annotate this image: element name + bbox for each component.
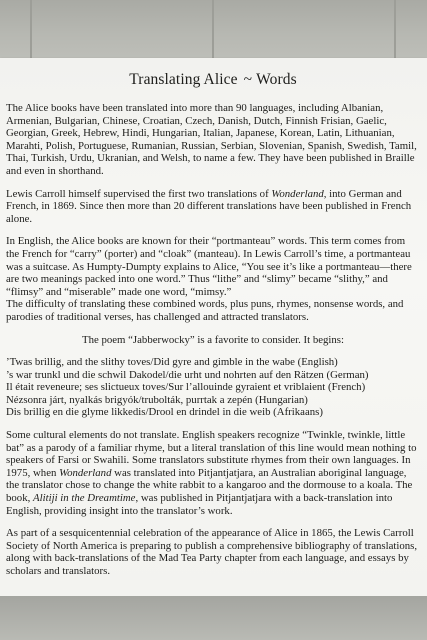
p3-text: In English, the Alice books are known for their “portmanteau” words. This term comes from the French for “carry” (porter) and “cloak” (manteau). In Lewis Carroll’s time, a portmanteau was a suitcase. As Humpty-Dumpty explains to Alice, “You see it’s like a portmanteau—there are two meanings packed into one word.” Thus “lithe” and “slimy” became “slithy,” and “flimsy” and “miserable” made one word, “mimsy.” [6, 235, 412, 298]
p2-text-end: , into German and French, in 1869. Since then more than 20 different translations have been published in French alone. [6, 187, 412, 225]
paragraph-jabberwocky-intro: The poem “Jabberwocky” is a favorite to consider. It begins: [81, 333, 345, 346]
paragraph-languages: The Alice books have been translated into more than 90 languages, including Albanian, Armenian, Bulgarian, Chinese, Croatian, Czech, Danish, Dutch, Finnish Frisian, Gaelic, Georgian, Greek, Hebrew, Hindi, Hungarian, Italian, Japanese, Korean, Latin, Lithuanian, Marahti, Polish, Portuguese, Rumanian, Russian, Serbian, Slovenian, Spanish, Swedish, Tamil, Thai, Turkish, Urdu, Ukranian, and Welsh, to name a few. They have been published in Braille and even in shorthand. [6, 102, 417, 177]
exhibit-placard [0, 58, 427, 596]
p5-book-title-alitiji: Alitiji in the Dreamtime [33, 492, 136, 505]
p5-text-b: was translated into Pitjantjatjara, an Australian aboriginal language, the translator chose to change the white rabbit to a kangaroo and the dormouse to a koala. The book, [6, 466, 413, 505]
paragraph-bibliography: As part of a sesquicentennial celebration of the appearance of Alice in 1865, the Lewis Carroll Society of North America is preparing to publish a comprehensive bibliography of translations, along with back-translations of the Mad Tea Party chapter from each language, and essays by scholars and translators. [6, 527, 418, 577]
title-suffix: Words [256, 71, 297, 88]
p2-book-title: Wonderland [271, 187, 324, 200]
wall-background-top [0, 0, 427, 58]
paragraph-portmanteau [6, 235, 420, 323]
p5-book-title-wonderland: Wonderland [59, 466, 112, 479]
title-main: Translating Alice [129, 71, 238, 88]
placard-title [6, 71, 420, 89]
verse-line-hungarian: Nézsonra járt, nyalkás brigyók/trubolták, purrtak a zepén (Hungarian) [6, 393, 308, 406]
verse-line-french: Il était reveneure; ses slictueux toves/Sur l’allouinde gyraient et vriblaient (French) [6, 381, 366, 394]
paragraph-cultural-elements [6, 429, 420, 517]
verse-line-afrikaans: Dis brillig en die glyme likkedis/Drool en drindel in die weib (Afrikaans) [6, 406, 323, 419]
wall-background-bottom [0, 596, 427, 640]
wall-panel-seam [394, 0, 396, 58]
title-separator: ~ [243, 71, 253, 88]
p5-text-c: , was published in Pitjantjatjara with a back-translation into English, providing insight into the translator’s work. [6, 492, 393, 517]
p2-text-start: Lewis Carroll himself supervised the first two translations of [6, 187, 272, 200]
p5-text-a: Some cultural elements do not translate. English speakers recognize “Twinkle, twinkle, little bat” as a parody of a familiar rhyme, but a literal translation of this line would mean nothing to speakers of Farsi or Swahili. Some translators substitute rhymes from their own languages. In 1975, when [6, 429, 417, 479]
wall-panel-seam [30, 0, 32, 58]
p3b-text: The difficulty of translating these combined words, plus puns, rhymes, nonsense words, and parodies of traditional verses, has challenged and attracted translators. [6, 298, 404, 323]
paragraph-first-translations [6, 188, 420, 226]
verse-line-german: ’s war trunkl und die schwil Dakodel/die urht und nohrten auf den Rätzen (German) [6, 368, 369, 381]
verse-line-english: ’Twas brillig, and the slithy toves/Did gyre and gimble in the wabe (English) [6, 356, 338, 369]
wall-panel-seam [212, 0, 214, 58]
jabberwocky-verse-list [6, 356, 420, 419]
